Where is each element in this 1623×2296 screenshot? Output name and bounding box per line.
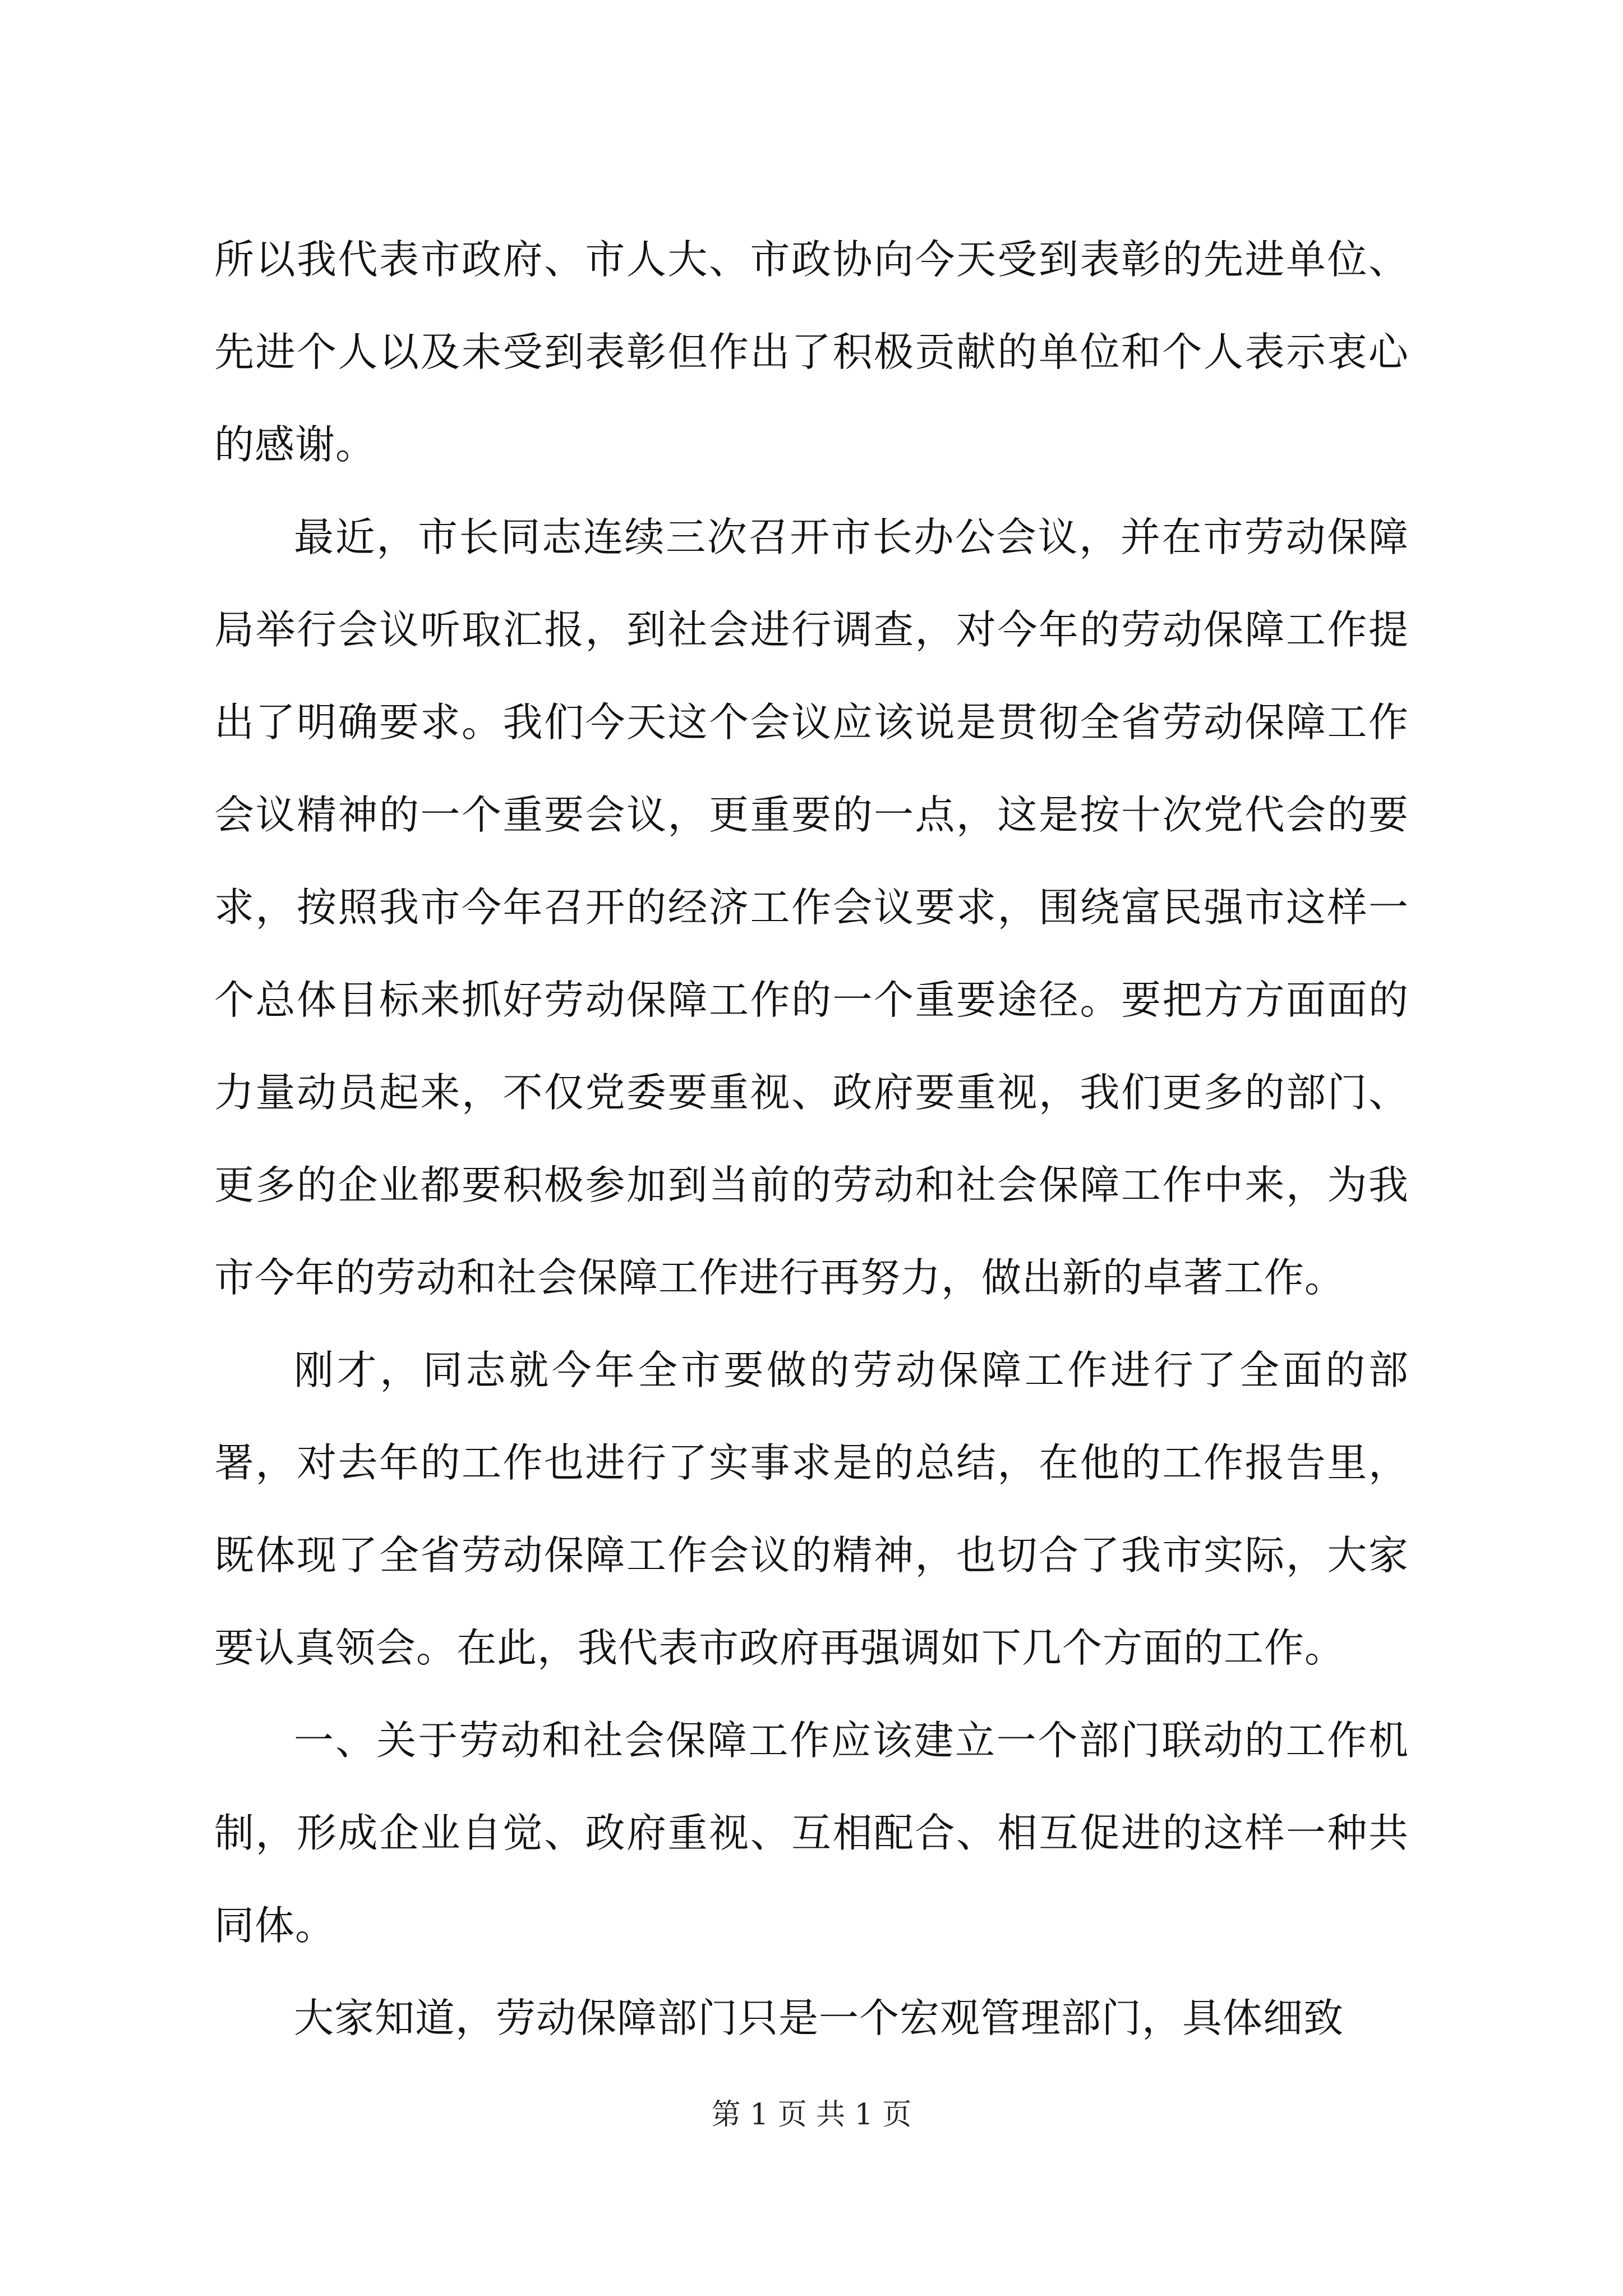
document-body — [214, 213, 1409, 2064]
paragraph-work-report: 刚才，同志就今年全市要做的劳动保障工作进行了全面的部署，对去年的工作也进行了实事求是的总结，在他的工作报告里，既体现了全省劳动保障工作会议的精神，也切合了我市实际，大家要认真领会。在此，我代表市政府再强调如下几个方面的工作。 — [214, 1347, 1409, 1671]
paragraph-section-one-heading: 一、关于劳动和社会保障工作应该建立一个部门联动的工作机制，形成企业自觉、政府重视、互相配合、相互促进的这样一种共同体。 — [214, 1717, 1409, 1949]
paragraph-department-role: 大家知道，劳动保障部门只是一个宏观管理部门，具体细致 — [294, 1995, 1344, 2041]
paragraph-mayor-meetings: 最近，市长同志连续三次召开市长办公会议，并在市劳动保障局举行会议听取汇报，到社会进行调查，对今年的劳动保障工作提出了明确要求。我们今天这个会议应该说是贯彻全省劳动保障工作会议精神的一个重要会议，更重要的一点，这是按十次党代会的要求，按照我市今年召开的经济工作会议要求，围绕富民强市这样一个总体目标来抓好劳动保障工作的一个重要途径。要把方方面面的力量动员起来，不仅党委要重视、政府要重视，我们更多的部门、更多的企业都要积极参加到当前的劳动和社会保障工作中来，为我市今年的劳动和社会保障工作进行再努力，做出新的卓著工作。 — [214, 514, 1409, 1301]
page-number-footer: 第 1 页 共 1 页 — [711, 2098, 912, 2132]
paragraph-continuation: 所以我代表市政府、市人大、市政协向今天受到表彰的先进单位、先进个人以及未受到表彰但作出了积极贡献的单位和个人表示衷心的感谢。 — [214, 236, 1409, 468]
